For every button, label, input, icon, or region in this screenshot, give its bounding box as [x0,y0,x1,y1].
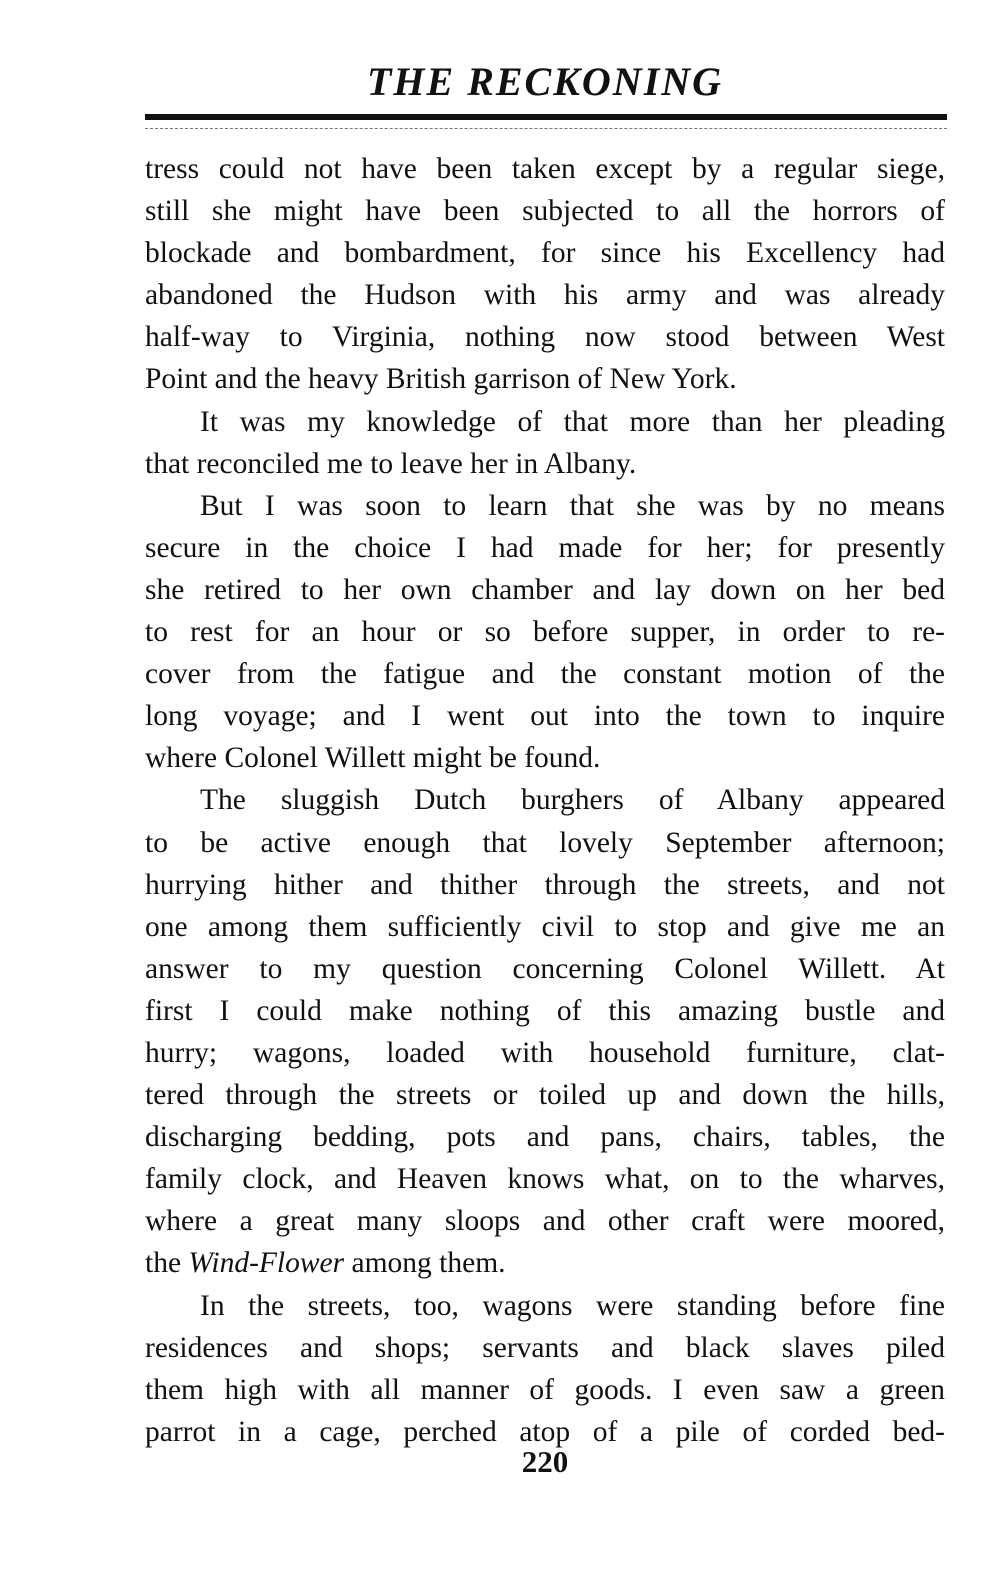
text-line: long voyage; and I went out into the town to inquire [145,700,945,733]
line-text-after: among them. [344,1247,506,1280]
ship-name: Wind-Flower [188,1247,345,1280]
text-line: tress could not have been taken except by a regular siege, [145,153,945,185]
paragraph-first-line: The sluggish Dutch burghers of Albany appeared [200,784,945,817]
text-line: family clock, and Heaven knows what, on to the wharves, [145,1163,945,1196]
running-head: THE RECKONING [366,59,724,104]
line-text-before: the [145,1247,189,1280]
text-line: where Colonel Willett might be found. [145,742,601,775]
text-line: Point and the heavy British garrison of New York. [145,363,737,396]
text-line: first I could make nothing of this amazing bustle and [145,994,945,1027]
text-line: she retired to her own chamber and lay down on her bed [145,573,945,606]
text-line: parrot in a cage, perched atop of a pile of corded bed- [145,1415,945,1448]
text-line: to be active enough that lovely September afternoon; [145,826,945,859]
paragraph-first-line: In the streets, too, wagons were standing before fine [200,1289,945,1322]
text-line: one among them sufficiently civil to stop and give me an [145,910,945,943]
text-line: where a great many sloops and other craft were moored, [145,1205,945,1238]
text-line [145,1242,945,1284]
text-line: hurrying hither and thither through the streets, and not [145,868,945,901]
text-line: secure in the choice I had made for her; for presently [145,531,945,564]
page-number: 220 [521,1444,569,1479]
body-text [145,148,945,1453]
text-line: hurry; wagons, loaded with household furniture, clat- [145,1036,945,1069]
text-line: discharging bedding, pots and pans, chairs, tables, the [145,1121,945,1154]
text-line: half-way to Virginia, nothing now stood between West [145,321,945,354]
text-line: answer to my question concerning Colonel Willett. At [145,952,945,985]
text-line: residences and shops; servants and black slaves piled [145,1331,945,1364]
text-line: abandoned the Hudson with his army and was already [145,279,945,312]
text-line: blockade and bombardment, for since his Excellency had [145,237,945,270]
text-line: tered through the streets or toiled up and down the hills, [145,1079,945,1112]
text-line: cover from the fatigue and the constant motion of the [145,658,945,691]
paragraph-first-line: But I was soon to learn that she was by no means [200,489,945,522]
text-line: that reconciled me to leave her in Albany. [145,447,637,480]
header-rule-thin [145,128,947,129]
text-line: them high with all manner of goods. I even saw a green [145,1373,945,1406]
paragraph-first-line: It was my knowledge of that more than her pleading [200,405,945,438]
text-line: to rest for an hour or so before supper, in order to re- [145,616,945,649]
text-line: still she might have been subjected to all the horrors of [145,195,945,228]
header-rule-thick [145,114,947,120]
